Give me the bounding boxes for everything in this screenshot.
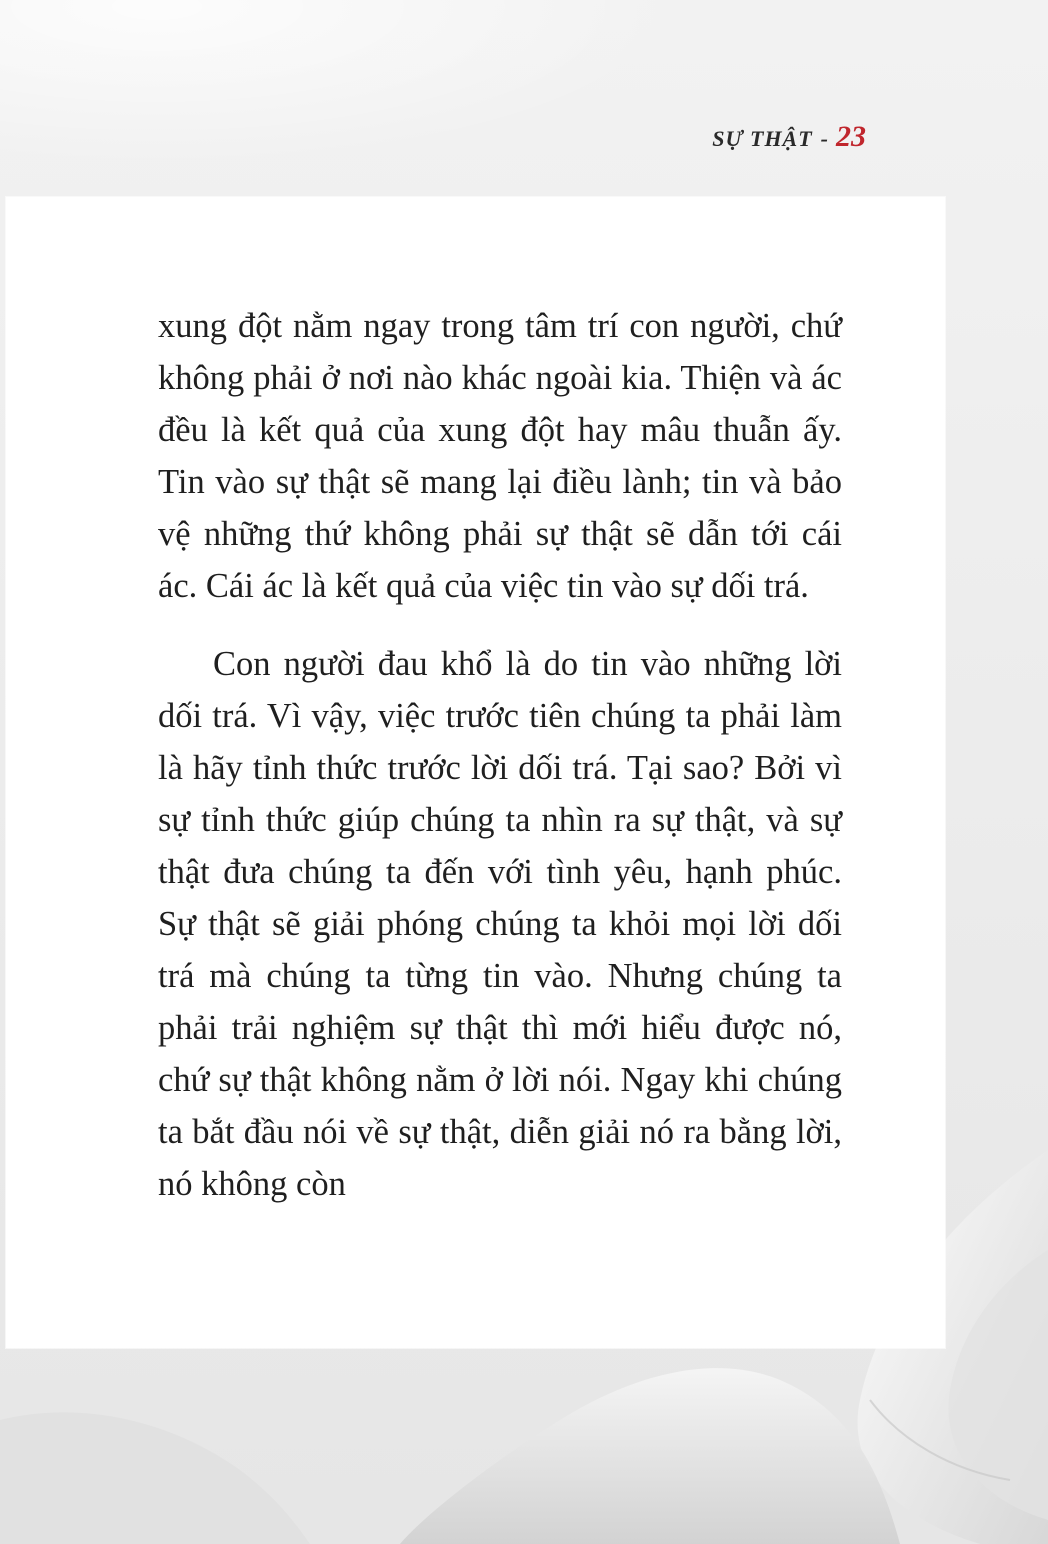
body-text xyxy=(158,300,842,1210)
paragraph-1: xung đột nằm ngay trong tâm trí con người, chứ không phải ở nơi nào khác ngoài kia. Thiện và ác đều là kết quả của xung đột hay mâu thuẫn ấy. Tin vào sự thật sẽ mang lại điều lành; tin và bảo vệ những thứ không phải sự thật sẽ dẫn tới cái ác. Cái ác là kết quả của việc tin vào sự dối trá. xyxy=(158,307,842,605)
paragraph-2: Con người đau khổ là do tin vào những lời dối trá. Vì vậy, việc trước tiên chúng ta phải làm là hãy tỉnh thức trước lời dối trá. Tại sao? Bởi vì sự tỉnh thức giúp chúng ta nhìn ra sự thật, và sự thật đưa chúng ta đến với tình yêu, hạnh phúc. Sự thật sẽ giải phóng chúng ta khỏi mọi lời dối trá mà chúng ta từng tin vào. Nhưng chúng ta phải trải nghiệm sự thật thì mới hiểu được nó, chứ sự thật không nằm ở lời nói. Ngay khi chúng ta bắt đầu nói về sự thật, diễn giải nó ra bằng lời, nó không còn xyxy=(158,645,842,1203)
header-separator: - xyxy=(820,126,828,151)
running-header xyxy=(712,120,866,160)
chapter-title: SỰ THẬT xyxy=(712,126,813,151)
page-number: 23 xyxy=(836,120,866,153)
